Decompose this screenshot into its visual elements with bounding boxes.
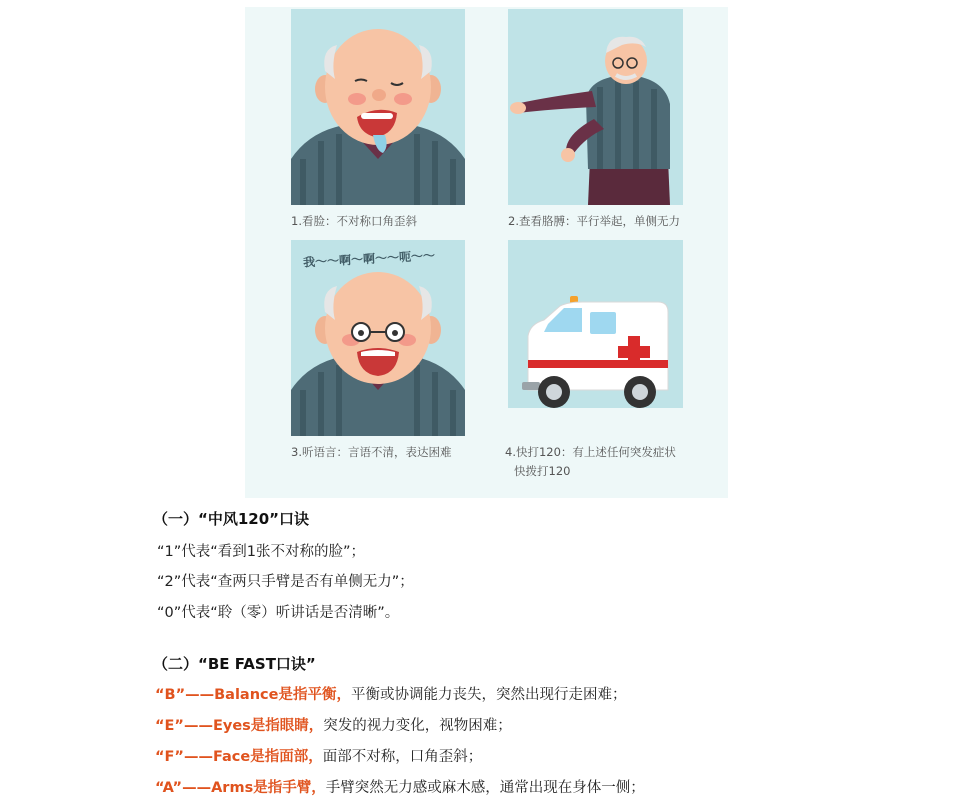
befast-item-text: 平衡或协调能力丧失，突然出现行走困难；: [350, 687, 627, 703]
befast-item-key: “B”——Balance是指平衡，: [155, 687, 351, 703]
befast-item-text: 突发的视力变化，视物困难；: [323, 718, 512, 734]
befast-item: [155, 745, 482, 766]
panel-4-caption-line2: 快拨打120: [514, 464, 571, 478]
section-2-title: （二）“BE FAST口诀”: [153, 655, 316, 673]
stroke-infographic: [245, 7, 728, 498]
befast-item-text: 面部不对称，口角歪斜；: [322, 749, 483, 765]
befast-item: [155, 714, 512, 735]
befast-item: [155, 683, 626, 704]
section-1-line: “1”代表“看到1张不对称的脸”；: [157, 544, 365, 560]
panel-1-caption: 1.看脸：不对称口角歪斜: [291, 214, 417, 228]
befast-item: [155, 776, 645, 797]
befast-item-key: “E”——Eyes是指眼睛，: [155, 718, 324, 734]
panel-4-caption: 4.快打120：有上述任何突发症状: [505, 445, 676, 459]
panel-arms-illustration: [508, 9, 683, 205]
panel-face-illustration: [291, 9, 465, 205]
section-1-line: “2”代表“查两只手臂是否有单侧无力”；: [157, 574, 414, 590]
section-1-line: “0”代表“聆（零）听讲话是否清晰”。: [157, 605, 400, 621]
section-1-title: （一）“中风120”口诀: [153, 510, 310, 528]
befast-item-key: “A”——Arms是指手臂，: [155, 780, 326, 796]
panel-3-caption: 3.听语言：言语不清，表达困难: [291, 445, 452, 459]
befast-item-key: “F”——Face是指面部，: [155, 749, 323, 765]
speech-bubble-text: 我～～啊～啊～～呃～～: [302, 248, 436, 270]
befast-item-text: 手臂突然无力感或麻木感，通常出现在身体一侧；: [325, 780, 645, 796]
panel-2-caption: 2.查看胳膊：平行举起，单侧无力: [508, 214, 680, 228]
panel-ambulance-illustration: [508, 240, 683, 408]
